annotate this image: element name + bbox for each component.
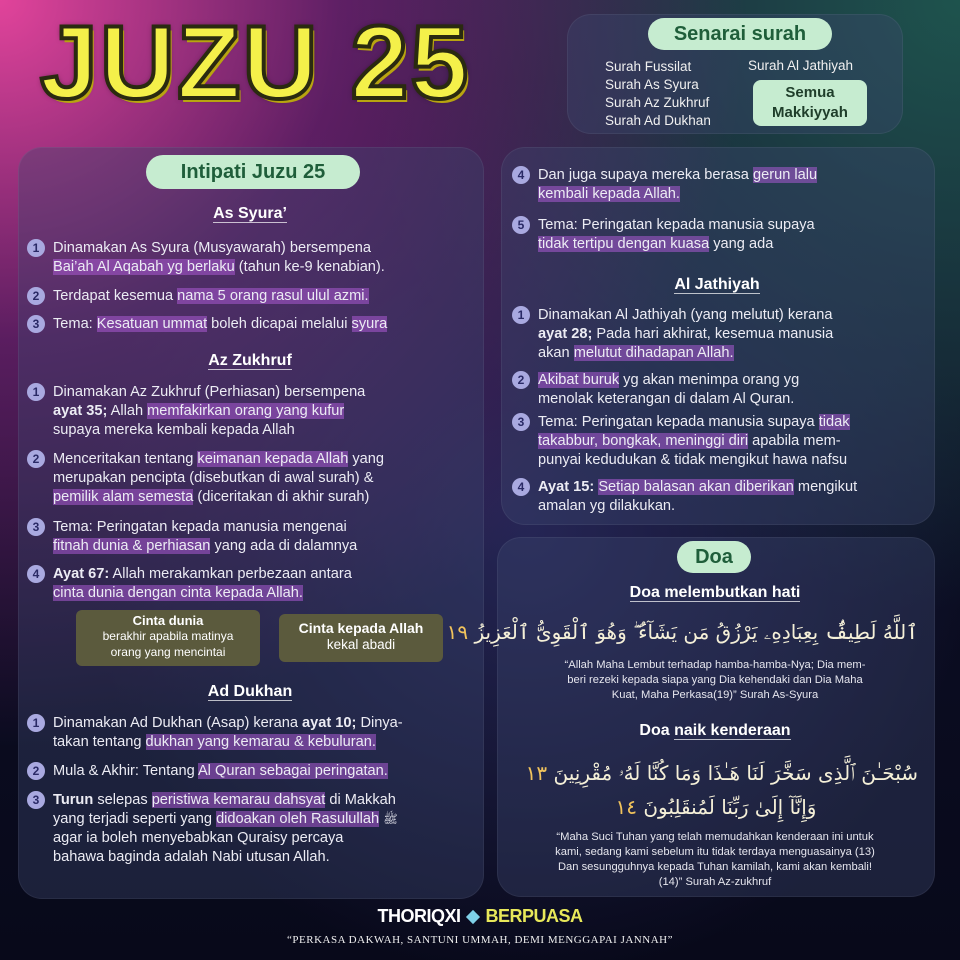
doa-heading: Doa <box>677 541 751 573</box>
number-badge: 1 <box>27 239 45 257</box>
cinta-allah-box: Cinta kepada Allah kekal abadi <box>279 614 443 662</box>
section-title-az-zukhruf: Az Zukhruf <box>208 352 292 369</box>
intipati-heading: Intipati Juzu 25 <box>146 155 360 189</box>
number-badge: 1 <box>27 714 45 732</box>
arabic-verse-19: ٱللَّهُ لَطِيفٌۢ بِعِبَادِهِۦ يَرْزُقُ مَن يَشَآءُ ۖ وَهُوَ ٱلْقَوِىُّ ٱلْعَزِيزُ ١٩ <box>446 620 918 644</box>
list-item: 3 Tema: Peringatan kepada manusia supaya tidak takabbur, bongkak, meninggi diri apabila mem- punyai kedudukan & tidak mengikut hawa nafsu <box>512 413 927 471</box>
list-item: 4 Ayat 15: Setiap balasan akan diberikan mengikut amalan yg dilakukan. <box>512 478 927 518</box>
makkiyyah-badge-line2: Makkiyyah <box>772 104 848 121</box>
surah-item: Surah As Syura <box>605 77 699 92</box>
number-badge: 4 <box>512 166 530 184</box>
number-badge: 2 <box>27 762 45 780</box>
number-badge: 1 <box>27 383 45 401</box>
list-item: 3 Turun selepas peristiwa kemarau dahsyat di Makkah yang terjadi seperti yang didoakan oleh Rasulullah ﷺ agar ia boleh menyebabkan Quraisy percaya bahawa baginda adalah Nabi utusan Allah. <box>27 791 477 869</box>
list-item: 2 Mula & Akhir: Tentang Al Quran sebagai peringatan. <box>27 762 477 782</box>
cinta-dunia-box: Cinta dunia berakhir apabila matinya orang yang mencintai <box>76 610 260 666</box>
number-badge: 1 <box>512 306 530 324</box>
doa-title-kenderaan: Doa naik kenderaan <box>639 722 791 739</box>
ayah-number: ١٣ <box>525 761 548 785</box>
brand-berpuasa: BERPUASA <box>485 906 583 926</box>
translation-quote: “Allah Maha Lembut terhadap hamba-hamba-Nya; Dia mem- beri rezeki kepada siapa yang Dia kehendaki dan Dia Maha Kuat, Maha Perkasa(19)” Surah As-Syura <box>564 659 866 701</box>
brand-diamond-icon <box>466 910 480 924</box>
surah-item: Surah Al Jathiyah <box>748 58 854 73</box>
number-badge: 2 <box>27 450 45 468</box>
makkiyyah-badge-line1: Semua <box>785 84 835 101</box>
number-badge: 3 <box>27 518 45 536</box>
footer-brand <box>0 906 960 927</box>
number-badge: 5 <box>512 216 530 234</box>
number-badge: 3 <box>27 315 45 333</box>
section-title-as-syura: As Syura’ <box>213 205 287 222</box>
arabic-verse-14: وَإِنَّآ إِلَىٰ رَبِّنَا لَمُنقَلِبُونَ ١٤ <box>615 795 817 819</box>
footer-tagline: “PERKASA DAKWAH, SANTUNI UMMAH, DEMI MENGGAPAI JANNAH” <box>287 934 673 946</box>
translation-quote: “Maha Suci Tuhan yang telah memudahkan kenderaan ini untuk kami, sedang kami sebelum itu tidak terdaya menguasainya (13) Dan sesungguhnya kepada Tuhan kamilah, kami akan kembali! (14)” Surah Az-zukhruf <box>555 831 875 888</box>
number-badge: 3 <box>512 413 530 431</box>
arabic-verse-13: سُبْحَـٰنَ ٱلَّذِى سَخَّرَ لَنَا هَـٰذَا وَمَا كُنَّا لَهُۥ مُقْرِنِينَ ١٣ <box>525 761 918 785</box>
list-item: 4 Dan juga supaya mereka berasa gerun lalu kembali kepada Allah. <box>512 166 927 206</box>
page-title: JUZU 25 <box>40 5 471 121</box>
list-item: 2 Menceritakan tentang keimanan kepada Allah yang merupakan pencipta (disebutkan di awal surah) & pemilik alam semesta (diceritakan di akhir surah) <box>27 450 477 508</box>
number-badge: 2 <box>512 371 530 389</box>
list-item: 1 Dinamakan Az Zukhruf (Perhiasan) bersempena ayat 35; Allah memfakirkan orang yang kufur supaya mereka kembali kepada Allah <box>27 383 477 441</box>
list-item: 1 Dinamakan Al Jathiyah (yang melutut) kerana ayat 28; Pada hari akhirat, kesemua manusia akan melutut dihadapan Allah. <box>512 306 927 364</box>
surah-item: Surah Fussilat <box>605 59 692 74</box>
number-badge: 4 <box>27 565 45 583</box>
makkiyyah-badge <box>753 80 867 126</box>
brand-thoriqxi: THORIQXI <box>377 906 461 926</box>
saw-glyph: ﷺ <box>383 812 398 826</box>
number-badge: 4 <box>512 478 530 496</box>
list-item: 2 Terdapat kesemua nama 5 orang rasul ulul azmi. <box>27 287 477 307</box>
section-title-al-jathiyah: Al Jathiyah <box>674 276 760 293</box>
surah-item: Surah Az Zukhruf <box>605 95 710 110</box>
section-title-ad-dukhan: Ad Dukhan <box>207 683 293 700</box>
doa-title-melembutkan: Doa melembutkan hati <box>629 584 801 601</box>
list-item: 2 Akibat buruk yg akan menimpa orang yg menolak keterangan di dalam Al Quran. <box>512 371 927 411</box>
list-item: 5 Tema: Peringatan kepada manusia supaya tidak tertipu dengan kuasa yang ada <box>512 216 927 256</box>
ayah-number: ١٩ <box>446 620 469 644</box>
senarai-surah-heading: Senarai surah <box>648 18 832 50</box>
number-badge: 2 <box>27 287 45 305</box>
list-item: 4 Ayat 67: Allah merakamkan perbezaan antara cinta dunia dengan cinta kepada Allah. <box>27 565 477 605</box>
surah-item: Surah Ad Dukhan <box>605 113 711 128</box>
list-item: 3 Tema: Kesatuan ummat boleh dicapai melalui syura <box>27 315 477 335</box>
senarai-surah-list <box>605 58 711 130</box>
ayah-number: ١٤ <box>615 795 637 819</box>
list-item: 1 Dinamakan As Syura (Musyawarah) bersempena Bai’ah Al Aqabah yg berlaku (tahun ke-9 kenabian). <box>27 239 477 279</box>
list-item: 3 Tema: Peringatan kepada manusia mengenai fitnah dunia & perhiasan yang ada di dalamnya <box>27 518 477 558</box>
number-badge: 3 <box>27 791 45 809</box>
list-item: 1 Dinamakan Ad Dukhan (Asap) kerana ayat 10; Dinya- takan tentang dukhan yang kemarau & kebuluran. <box>27 714 477 754</box>
